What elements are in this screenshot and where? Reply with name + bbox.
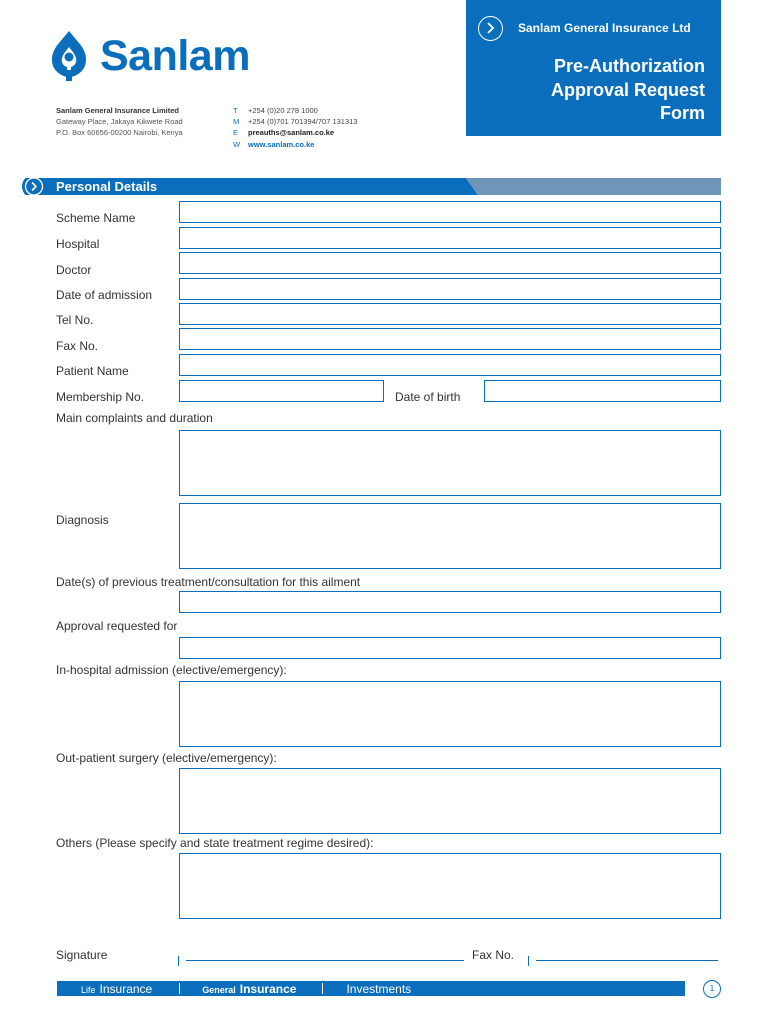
membership-no-field[interactable] [179, 380, 384, 402]
footer-investments [346, 982, 411, 996]
footer-life-small: Life [81, 984, 96, 995]
others-field[interactable] [179, 853, 721, 919]
main-complaints-field[interactable] [179, 430, 721, 496]
contact-web-link[interactable]: www.sanlam.co.ke [248, 139, 315, 149]
contact-key: M [233, 117, 240, 127]
date-of-admission-label: Date of admission [56, 288, 153, 302]
patient-name-field[interactable] [179, 354, 721, 376]
page-number: 1 [703, 980, 721, 998]
contact-mobile [233, 116, 357, 127]
form-title-line-3: Form [660, 103, 705, 123]
contact-value: +254 (0)701 701394/707 131313 [248, 117, 358, 127]
contact-phone [233, 105, 357, 116]
footer-general-small: General [202, 984, 236, 995]
form-title [551, 55, 705, 126]
company-name: Sanlam General Insurance Limited [56, 106, 179, 115]
contact-email [233, 127, 357, 138]
scheme-name-field[interactable] [179, 201, 721, 223]
fax-line-tick [528, 956, 529, 966]
date-of-birth-label: Date of birth [395, 390, 461, 404]
others-label: Others (Please specify and state treatment regime desired): [56, 836, 374, 850]
footer-divider [179, 983, 180, 994]
contact-key: W [233, 139, 241, 149]
out-patient-field[interactable] [179, 768, 721, 834]
brand-wordmark: Sanlam [100, 32, 250, 80]
hospital-label: Hospital [56, 237, 100, 251]
approval-requested-label: Approval requested for [56, 619, 178, 633]
form-title-line-2: Approval Request [550, 79, 705, 100]
sanlam-shield-icon [46, 30, 92, 82]
main-complaints-label: Main complaints and duration [56, 411, 213, 425]
scheme-name-label: Scheme Name [56, 211, 136, 225]
signature-line[interactable] [186, 960, 464, 961]
signature-line-tick [178, 956, 179, 966]
fax-no-label: Fax No. [56, 339, 99, 353]
previous-treatment-field[interactable] [179, 591, 721, 613]
company-address-line-2: P.O. Box 60656-00200 Nairobi, Kenya [56, 128, 183, 137]
footer-divider [322, 983, 323, 994]
section-title-personal-details: Personal Details [56, 179, 158, 194]
fax-no-field[interactable] [179, 328, 721, 350]
previous-treatment-label: Date(s) of previous treatment/consultation for this ailment [56, 575, 361, 589]
signature-label: Signature [56, 948, 108, 962]
form-header-box [466, 0, 721, 136]
diagnosis-label: Diagnosis [56, 513, 109, 527]
doctor-label: Doctor [56, 263, 92, 277]
footer-life-insurance [81, 982, 152, 996]
sanlam-logo [46, 30, 250, 82]
contact-web [233, 139, 357, 150]
date-of-birth-field[interactable] [484, 380, 721, 402]
tel-no-field[interactable] [179, 303, 721, 325]
company-address-line-1: Gateway Place, Jakaya Kikwete Road [56, 117, 183, 126]
in-hospital-field[interactable] [179, 681, 721, 747]
footer-general-big: Insurance [239, 981, 297, 996]
footer-general-insurance [202, 982, 296, 996]
contact-list [233, 105, 357, 150]
form-title-line-1: Pre-Authorization [554, 56, 705, 76]
contact-key: E [233, 128, 239, 138]
hospital-field[interactable] [179, 227, 721, 249]
contact-key: T [233, 106, 238, 115]
contact-email-link[interactable]: preauths@sanlam.co.ke [248, 128, 335, 138]
footer-investments-label: Investments [346, 981, 412, 996]
approval-requested-field[interactable] [179, 637, 721, 659]
tel-no-label: Tel No. [56, 313, 94, 327]
company-address [56, 105, 183, 138]
date-of-admission-field[interactable] [179, 278, 721, 300]
diagnosis-field[interactable] [179, 503, 721, 569]
contact-value: +254 (0)20 278 1000 [248, 106, 318, 115]
footer-bar [57, 981, 685, 996]
header-company-name: Sanlam General Insurance Ltd [518, 21, 691, 35]
in-hospital-label: In-hospital admission (elective/emergency): [56, 663, 287, 677]
signature-fax-line[interactable] [536, 960, 718, 961]
out-patient-label: Out-patient surgery (elective/emergency): [56, 751, 277, 765]
signature-fax-label: Fax No. [472, 948, 515, 962]
doctor-field[interactable] [179, 252, 721, 274]
chevron-right-circle-icon [478, 16, 503, 41]
membership-no-label: Membership No. [56, 390, 145, 404]
footer-life-big: Insurance [99, 981, 153, 996]
patient-name-label: Patient Name [56, 364, 129, 378]
